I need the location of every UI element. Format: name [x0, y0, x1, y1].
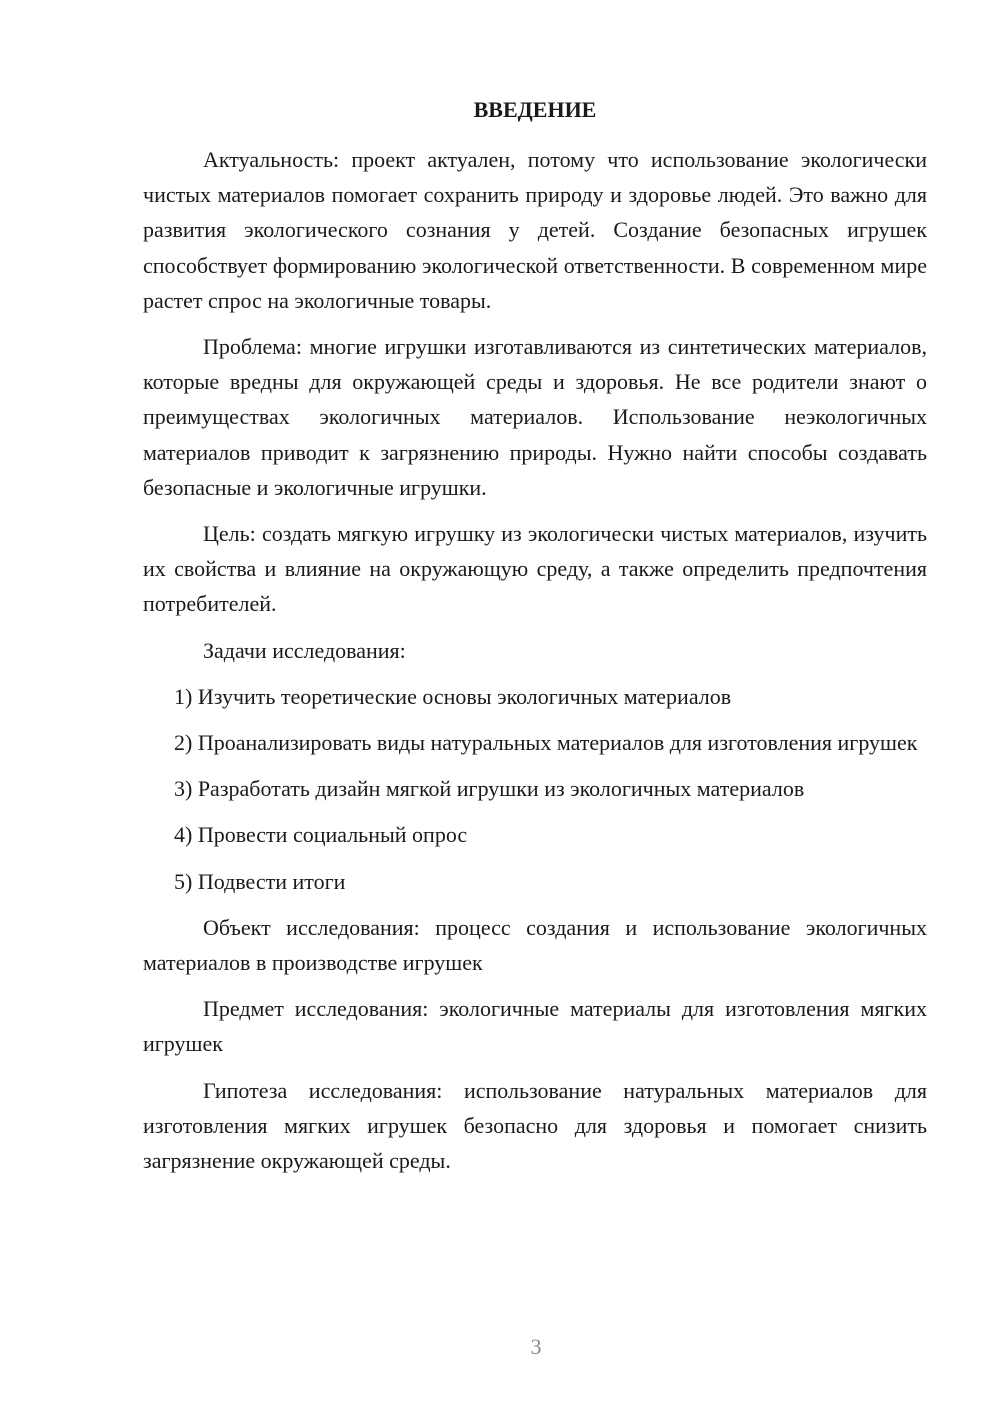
paragraph-hypothesis: Гипотеза исследования: использование натуральных материалов для изготовления мягких игрушек безопасно для здоровья и помогает снизить загрязнение окружающей среды.: [143, 1077, 927, 1174]
task-item: 5) Подвести итоги: [174, 868, 346, 894]
task-item: 1) Изучить теоретические основы экологичных материалов: [174, 683, 732, 709]
paragraph-object: Объект исследования: процесс создания и использование экологичных материалов в производстве игрушек: [143, 914, 927, 976]
paragraph-problem: Проблема: многие игрушки изготавливаются из синтетических материалов, которые вредны для окружающей среды и здоровья. Не все родители знают о преимуществах экологичных материалов. Использование неэкологичных материалов приводит к загрязнению природы. Нужно найти способы создавать безопасные и экологичные игрушки.: [143, 334, 927, 500]
task-item: 2) Проанализировать виды натуральных материалов для изготовления игрушек: [174, 730, 918, 756]
paragraph-goal: Цель: создать мягкую игрушку из экологически чистых материалов, изучить их свойства и влияние на окружающую среду, а также определить предпочтения потребителей.: [143, 521, 927, 617]
task-item: 4) Провести социальный опрос: [174, 822, 468, 848]
task-item: 3) Разработать дизайн мягкой игрушки из экологичных материалов: [174, 776, 805, 802]
paragraph-tasks-heading: Задачи исследования:: [203, 637, 406, 663]
page-content: [143, 92, 927, 1189]
section-title: ВВЕДЕНИЕ: [473, 97, 597, 122]
page-number: 3: [530, 1334, 542, 1359]
paragraph-relevance: Актуальность: проект актуален, потому что использование экологически чистых материалов помогает сохранить природу и здоровье людей. Это важно для развития экологического сознания у детей. Создание безопасных игрушек способствует формированию экологической ответственности. В современном мире растет спрос на экологичные товары.: [143, 147, 927, 313]
paragraph-subject: Предмет исследования: экологичные материалы для изготовления мягких игрушек: [143, 996, 927, 1057]
